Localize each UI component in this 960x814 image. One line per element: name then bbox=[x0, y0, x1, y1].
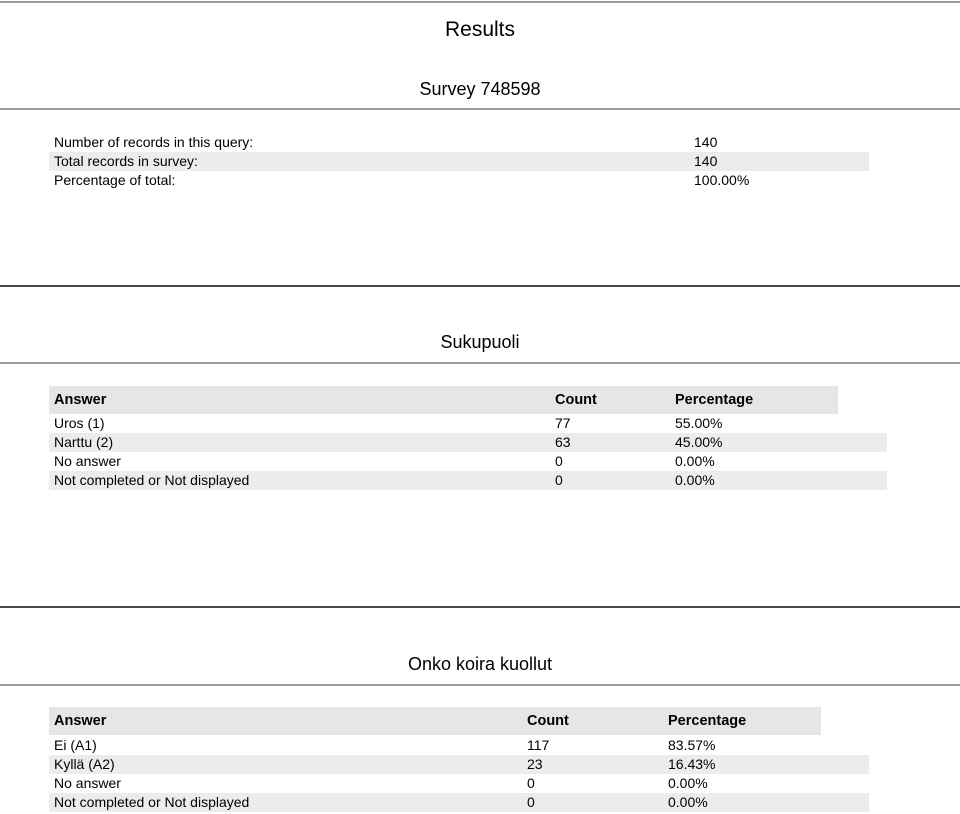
table-row bbox=[49, 755, 869, 774]
summary-label: Total records in survey: bbox=[54, 153, 198, 169]
header-answer: Answer bbox=[54, 713, 107, 729]
header-percentage: Percentage bbox=[668, 713, 747, 729]
row-percentage: 0.00% bbox=[668, 775, 708, 791]
question-1-title-divider bbox=[0, 362, 960, 364]
page-title: Results bbox=[444, 18, 516, 41]
row-answer: Ei (A1) bbox=[54, 737, 97, 753]
row-percentage: 0.00% bbox=[675, 453, 715, 469]
row-count: 0 bbox=[555, 453, 563, 469]
row-answer: No answer bbox=[54, 453, 121, 469]
row-answer: Narttu (2) bbox=[54, 434, 114, 450]
row-count: 0 bbox=[527, 775, 535, 791]
table-row bbox=[49, 433, 887, 452]
row-percentage: 55.00% bbox=[675, 415, 723, 431]
row-percentage: 0.00% bbox=[675, 472, 715, 488]
table-row bbox=[49, 736, 869, 755]
top-divider bbox=[0, 1, 960, 3]
row-percentage: 45.00% bbox=[675, 434, 723, 450]
table-row bbox=[49, 471, 887, 490]
row-answer: Not completed or Not displayed bbox=[54, 794, 250, 810]
row-count: 0 bbox=[555, 472, 563, 488]
row-count: 117 bbox=[527, 737, 550, 753]
question-2-title: Onko koira kuollut bbox=[407, 654, 553, 674]
summary-value: 140 bbox=[694, 134, 718, 150]
question-2-top-divider bbox=[0, 606, 960, 608]
summary-label: Number of records in this query: bbox=[54, 134, 254, 150]
row-count: 77 bbox=[555, 415, 571, 431]
row-percentage: 83.57% bbox=[668, 737, 716, 753]
row-answer: Uros (1) bbox=[54, 415, 105, 431]
row-answer: Kyllä (A2) bbox=[54, 756, 115, 772]
table-header bbox=[49, 707, 821, 735]
row-answer: Not completed or Not displayed bbox=[54, 472, 250, 488]
survey-title: Survey 748598 bbox=[419, 79, 541, 99]
header-count: Count bbox=[527, 713, 569, 729]
table-header bbox=[49, 386, 838, 414]
table-row bbox=[49, 774, 869, 793]
row-percentage: 0.00% bbox=[668, 794, 708, 810]
question-1-title: Sukupuoli bbox=[440, 332, 520, 352]
summary-value: 140 bbox=[694, 153, 718, 169]
row-answer: No answer bbox=[54, 775, 121, 791]
row-count: 0 bbox=[527, 794, 535, 810]
header-count: Count bbox=[555, 392, 597, 408]
table-row bbox=[49, 452, 887, 471]
summary-row-percentage bbox=[49, 171, 869, 190]
table-row bbox=[49, 414, 887, 433]
summary-value: 100.00% bbox=[694, 172, 750, 188]
row-count: 63 bbox=[555, 434, 571, 450]
table-row bbox=[49, 793, 869, 812]
summary-label: Percentage of total: bbox=[54, 172, 176, 188]
header-answer: Answer bbox=[54, 392, 107, 408]
question-2-title-divider bbox=[0, 684, 960, 686]
question-1-top-divider bbox=[0, 285, 960, 287]
summary-row-total-records bbox=[49, 152, 869, 171]
header-percentage: Percentage bbox=[675, 392, 754, 408]
row-count: 23 bbox=[527, 756, 543, 772]
summary-row-records-in-query bbox=[49, 133, 869, 152]
row-percentage: 16.43% bbox=[668, 756, 716, 772]
survey-title-divider bbox=[0, 108, 960, 110]
